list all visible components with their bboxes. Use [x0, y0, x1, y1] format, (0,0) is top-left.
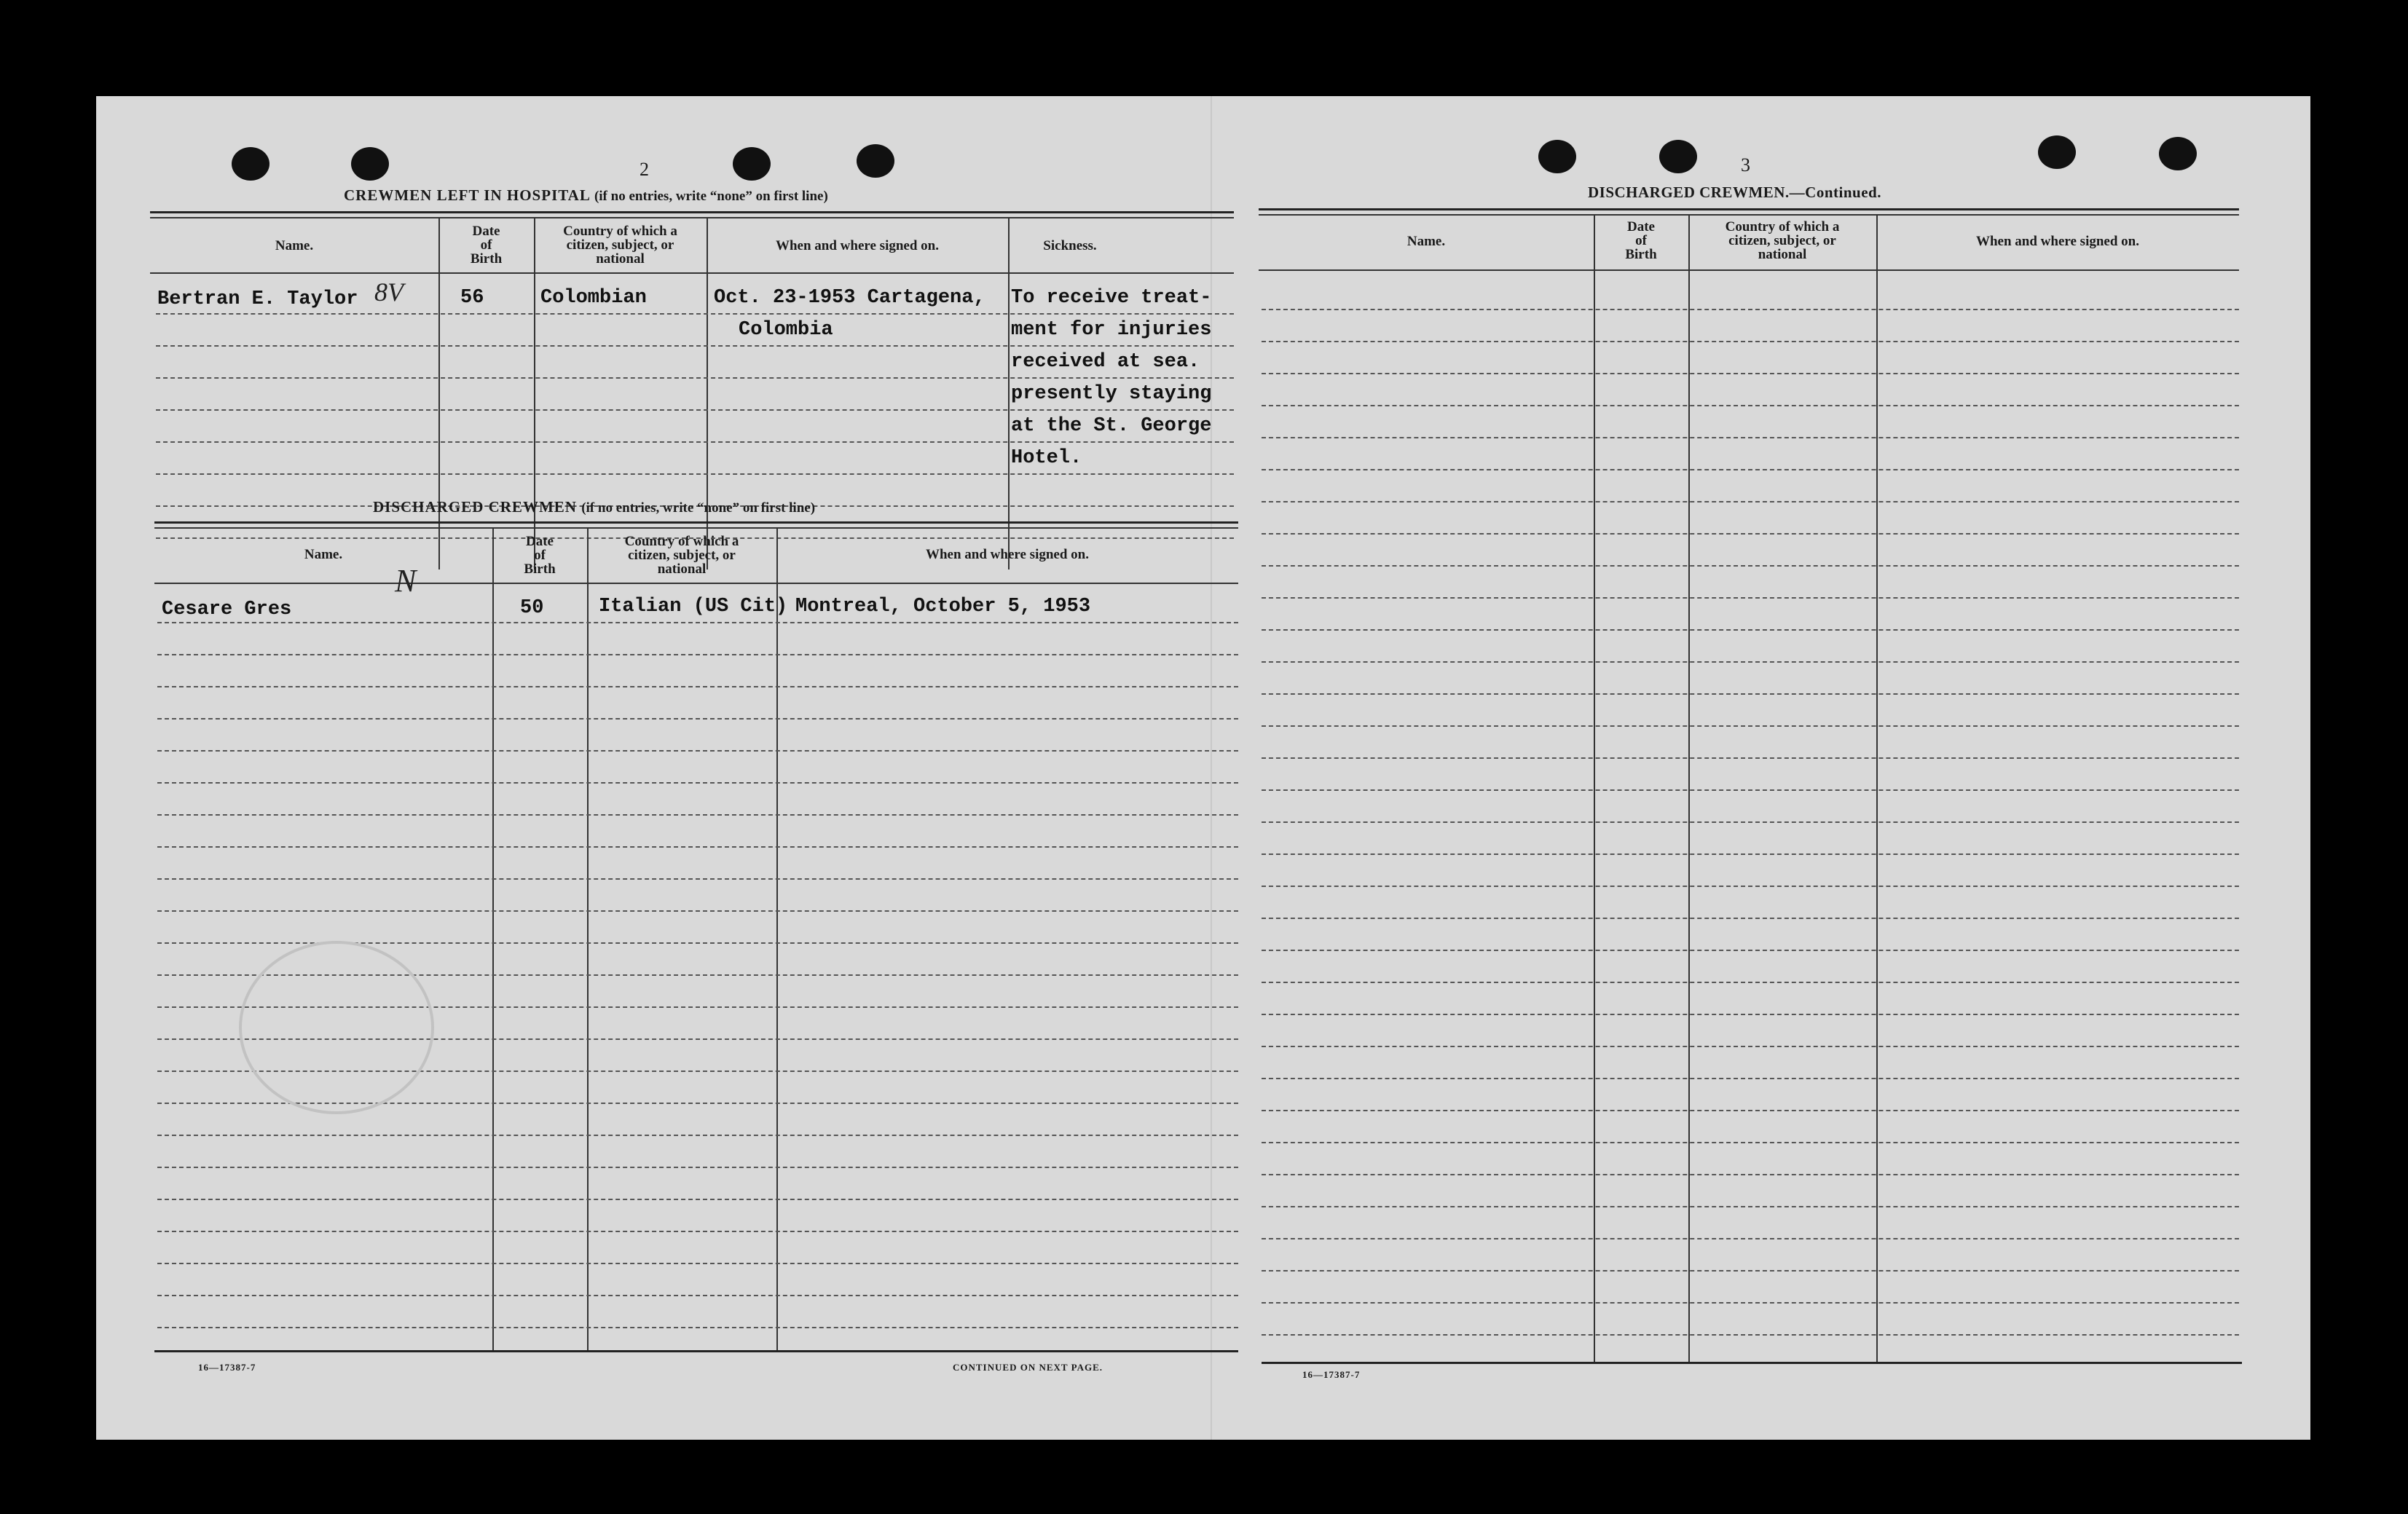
ruled-line — [157, 846, 1238, 848]
ruled-line — [1262, 821, 2239, 823]
ruled-line — [1262, 1334, 2239, 1336]
ruled-line — [1262, 661, 2239, 663]
form-number: 16—17387-7 — [1302, 1369, 1361, 1380]
continued-note: CONTINUED ON NEXT PAGE. — [953, 1362, 1103, 1373]
ruled-line — [1262, 1206, 2239, 1207]
ruled-line — [1262, 1046, 2239, 1047]
discharged-header-rule — [154, 583, 1238, 584]
ruled-line — [157, 814, 1238, 816]
col-header-country: Country of which a citizen, subject, or national — [563, 224, 677, 267]
col-header-dob: Date of Birth — [524, 534, 556, 577]
hospital-entry-signed-line2: Colombia — [739, 319, 833, 341]
ruled-line — [1262, 565, 2239, 567]
ruled-line — [157, 622, 1238, 623]
discharged-continued-title: DISCHARGED CREWMEN.—Continued. — [1588, 184, 1881, 201]
ruled-line — [1262, 1302, 2239, 1304]
hospital-entry-dob: 56 — [460, 287, 484, 309]
page-number: 3 — [1741, 154, 1750, 176]
ruled-line — [1262, 597, 2239, 599]
punch-hole — [232, 147, 269, 181]
col-header-signed: When and where signed on. — [775, 238, 939, 253]
ruled-line — [1262, 853, 2239, 855]
ruled-line — [157, 1199, 1238, 1200]
col-header-sickness: Sickness. — [1043, 238, 1097, 253]
ruled-line — [157, 718, 1238, 719]
ruled-line — [157, 654, 1238, 655]
ruled-line — [1262, 1110, 2239, 1111]
ruled-line — [1262, 341, 2239, 342]
ruled-line — [1262, 1014, 2239, 1015]
ruled-line — [1262, 373, 2239, 374]
hospital-entry-signed-line1: Oct. 23-1953 Cartagena, — [714, 287, 985, 309]
discharged-section-title: DISCHARGED CREWMEN (if no entries, write “none” on first line) — [373, 498, 816, 516]
right-top-rule — [1259, 208, 2239, 210]
hospital-entry-name: Bertran E. Taylor — [157, 288, 358, 310]
col-header-name: Name. — [304, 547, 343, 562]
col-header-dob: Date of Birth — [470, 224, 503, 267]
ruled-line — [1262, 469, 2239, 470]
ruled-line — [1262, 918, 2239, 919]
ruled-line — [157, 782, 1238, 784]
ruled-line — [1262, 693, 2239, 695]
hospital-section-title: CREWMEN LEFT IN HOSPITAL (if no entries, write “none” on first line) — [344, 186, 828, 204]
ruled-line — [1262, 1270, 2239, 1271]
ruled-line — [1262, 950, 2239, 951]
discharged-entry-signed: Montreal, October 5, 1953 — [795, 596, 1091, 618]
ruled-line — [157, 1327, 1238, 1328]
punch-hole — [1659, 140, 1697, 173]
ruled-line — [157, 910, 1238, 912]
discharged-entry-country: Italian (US Cit) — [599, 596, 788, 618]
faded-stamp — [239, 941, 434, 1114]
col-header-dob: Date of Birth — [1625, 219, 1657, 262]
right-header-rule — [1259, 269, 2239, 271]
ruled-line — [157, 1295, 1238, 1296]
ruled-line — [157, 750, 1238, 752]
ruled-line — [1262, 533, 2239, 535]
ruled-line — [157, 1135, 1238, 1136]
col-header-signed: When and where signed on. — [1975, 234, 2139, 249]
hospital-entry-sickness: To receive treat- ment for injuries received at sea. presently staying at the St. George Hotel. — [1011, 287, 1212, 469]
ruled-line — [1262, 405, 2239, 406]
document-spread — [96, 96, 2310, 1440]
col-header-country: Country of which a citizen, subject, or national — [1725, 219, 1840, 262]
ruled-line — [1262, 629, 2239, 631]
ruled-line — [157, 686, 1238, 687]
ruled-line — [1262, 757, 2239, 759]
ruled-line — [1262, 1174, 2239, 1175]
hospital-entry-country: Colombian — [540, 287, 647, 309]
col-header-name: Name. — [1406, 234, 1446, 249]
discharged-entry-margin-mark: N — [395, 563, 417, 599]
punch-hole — [2159, 137, 2197, 170]
form-number: 16—17387-7 — [198, 1362, 256, 1373]
punch-hole — [2038, 135, 2076, 169]
ruled-line — [1262, 309, 2239, 310]
left-bottom-rule — [154, 1350, 1238, 1352]
ruled-line — [1262, 501, 2239, 502]
ruled-line — [157, 878, 1238, 880]
punch-hole — [733, 147, 771, 181]
discharged-entry-dob: 50 — [520, 597, 544, 619]
ruled-line — [1262, 1078, 2239, 1079]
page-number: 2 — [640, 159, 649, 180]
col-header-name: Name. — [275, 238, 314, 253]
ruled-line — [1262, 1142, 2239, 1143]
punch-hole — [857, 144, 894, 178]
ruled-line — [157, 1231, 1238, 1232]
ruled-line — [1262, 437, 2239, 438]
discharged-entry-name: Cesare Gres — [162, 599, 292, 620]
col-header-country: Country of which a citizen, subject, or national — [624, 534, 739, 577]
right-bottom-rule — [1262, 1362, 2242, 1364]
ruled-line — [1262, 886, 2239, 887]
ruled-line — [157, 1167, 1238, 1168]
ruled-line — [1262, 982, 2239, 983]
hospital-entry-margin-mark: 8V — [374, 277, 404, 307]
punch-hole — [1538, 140, 1576, 173]
ruled-line — [1262, 725, 2239, 727]
discharged-top-rule — [154, 521, 1238, 524]
col-header-signed: When and where signed on. — [925, 547, 1089, 562]
punch-hole — [351, 147, 389, 181]
ruled-line — [1262, 789, 2239, 791]
ruled-line — [1262, 1238, 2239, 1239]
ruled-line — [157, 1263, 1238, 1264]
